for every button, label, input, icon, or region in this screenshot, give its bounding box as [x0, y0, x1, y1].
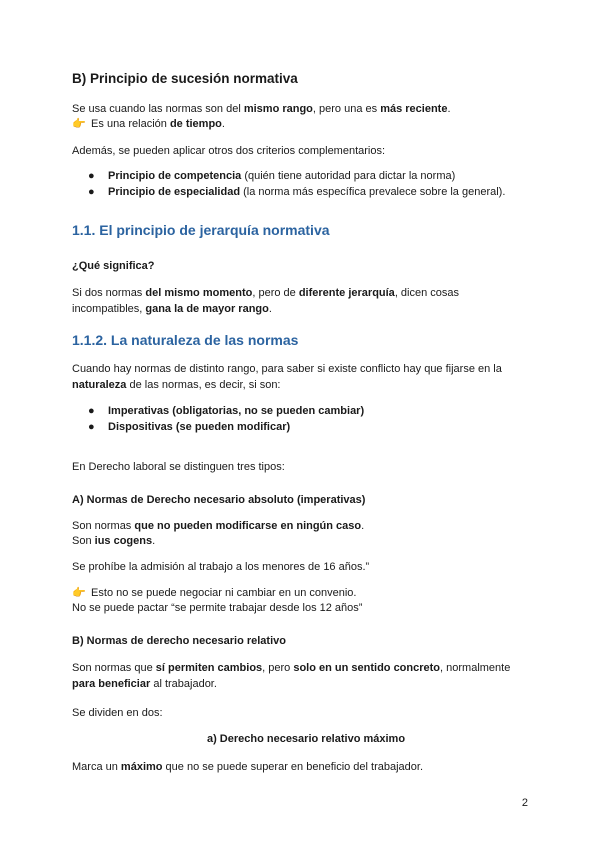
- section-b-relative-paragraph-3: [72, 759, 540, 775]
- bold-run: Principio de especialidad: [108, 186, 241, 198]
- bold-run: más reciente: [380, 103, 448, 115]
- question-heading: ¿Qué significa?: [72, 260, 155, 272]
- text-run: Son normas: [72, 520, 135, 532]
- section-1-1-2-paragraph: [72, 361, 540, 393]
- text-run: Son: [72, 535, 95, 547]
- section-1-1-2-heading: 1.1.2. La naturaleza de las normas: [72, 332, 299, 348]
- bold-run: para beneficiar: [72, 678, 151, 690]
- text-run: , pero una es: [312, 103, 381, 115]
- list-item: [72, 184, 540, 200]
- bold-run: Dispositivas (se pueden modificar): [108, 421, 291, 433]
- text-run: , normalmente: [440, 662, 511, 674]
- section-b-relative-paragraph-2: Se dividen en dos:: [72, 707, 163, 719]
- bold-run: mismo rango: [243, 103, 313, 115]
- section-b-paragraph-1: [72, 101, 540, 117]
- section-b-paragraph-2: [72, 116, 540, 132]
- bold-run: diferente jerarquía: [298, 287, 395, 299]
- text-run: Es una relación: [88, 118, 170, 130]
- criteria-list: [72, 168, 540, 200]
- text-run: .: [361, 520, 365, 532]
- pointing-hand-icon: 👉: [72, 587, 86, 599]
- text-run: .: [221, 118, 225, 130]
- bold-run: naturaleza: [72, 379, 127, 391]
- nature-list: [72, 403, 540, 435]
- text-run: .: [268, 303, 272, 315]
- bold-run: Principio de competencia: [108, 170, 242, 182]
- bold-run: solo en un sentido concreto: [293, 662, 441, 674]
- bullet-icon: ●: [88, 170, 95, 182]
- text-run: de las normas, es decir, si son:: [126, 379, 281, 391]
- section-a-paragraph-5: No se puede pactar “se permite trabajar desde los 12 años”: [72, 602, 363, 614]
- text-run: (quién tiene autoridad para dictar la norma): [241, 170, 456, 182]
- subsection-max-heading: a) Derecho necesario relativo máximo: [206, 733, 406, 745]
- bold-run: Imperativas (obligatorias, no se pueden cambiar): [108, 405, 365, 417]
- text-run: Son normas que: [72, 662, 156, 674]
- text-run: , pero: [262, 662, 294, 674]
- text-run: al trabajador.: [150, 678, 217, 690]
- section-a-paragraph-2: [72, 533, 540, 549]
- bullet-icon: ●: [88, 421, 95, 433]
- bold-run: del mismo momento: [145, 287, 253, 299]
- text-run: Marca un: [72, 761, 121, 773]
- list-item: [72, 168, 540, 184]
- bullet-icon: ●: [88, 186, 95, 198]
- text-run: Se usa cuando las normas son del: [72, 103, 244, 115]
- section-a-heading: A) Normas de Derecho necesario absoluto (imperativas): [72, 494, 366, 506]
- text-run: Si dos normas: [72, 287, 146, 299]
- bold-run: máximo: [120, 761, 163, 773]
- bullet-icon: ●: [88, 405, 95, 417]
- section-a-paragraph-4: [72, 585, 540, 601]
- section-b-paragraph-3: Además, se pueden aplicar otros dos criterios complementarios:: [72, 145, 386, 157]
- text-run: , dicen cosas: [394, 287, 460, 299]
- text-run: (la norma más específica prevalece sobre la general).: [240, 186, 506, 198]
- list-item: [72, 419, 540, 435]
- section-1-1-heading: 1.1. El principio de jerarquía normativa: [72, 222, 330, 238]
- text-run: Esto no se puede negociar ni cambiar en un convenio.: [88, 587, 357, 599]
- text-run: , pero de: [252, 287, 299, 299]
- bold-run: sí permiten cambios: [155, 662, 263, 674]
- text-run: que no se puede superar en beneficio del trabajador.: [162, 761, 424, 773]
- section-b-relative-paragraph-1: [72, 660, 540, 692]
- page-number: 2: [521, 797, 528, 809]
- bold-run: ius cogens: [94, 535, 153, 547]
- section-1-1-paragraph: [72, 285, 540, 317]
- section-a-paragraph-3: Se prohíbe la admisión al trabajo a los menores de 16 años.”: [72, 561, 370, 573]
- section-b-relative-heading: B) Normas de derecho necesario relativo: [72, 635, 286, 647]
- text-run: incompatibles,: [72, 303, 146, 315]
- pointing-hand-icon: 👉: [72, 118, 86, 130]
- section-a-paragraph-1: [72, 518, 540, 534]
- types-intro: En Derecho laboral se distinguen tres tipos:: [72, 461, 285, 473]
- text-run: Cuando hay normas de distinto rango, para saber si existe conflicto hay que fijarse en la: [72, 363, 502, 375]
- text-run: .: [152, 535, 156, 547]
- text-run: .: [447, 103, 451, 115]
- section-b-heading: B) Principio de sucesión normativa: [72, 71, 298, 86]
- bold-run: de tiempo: [169, 118, 222, 130]
- bold-run: gana la de mayor rango: [145, 303, 269, 315]
- bold-run: que no pueden modificarse en ningún caso: [134, 520, 362, 532]
- list-item: [72, 403, 540, 419]
